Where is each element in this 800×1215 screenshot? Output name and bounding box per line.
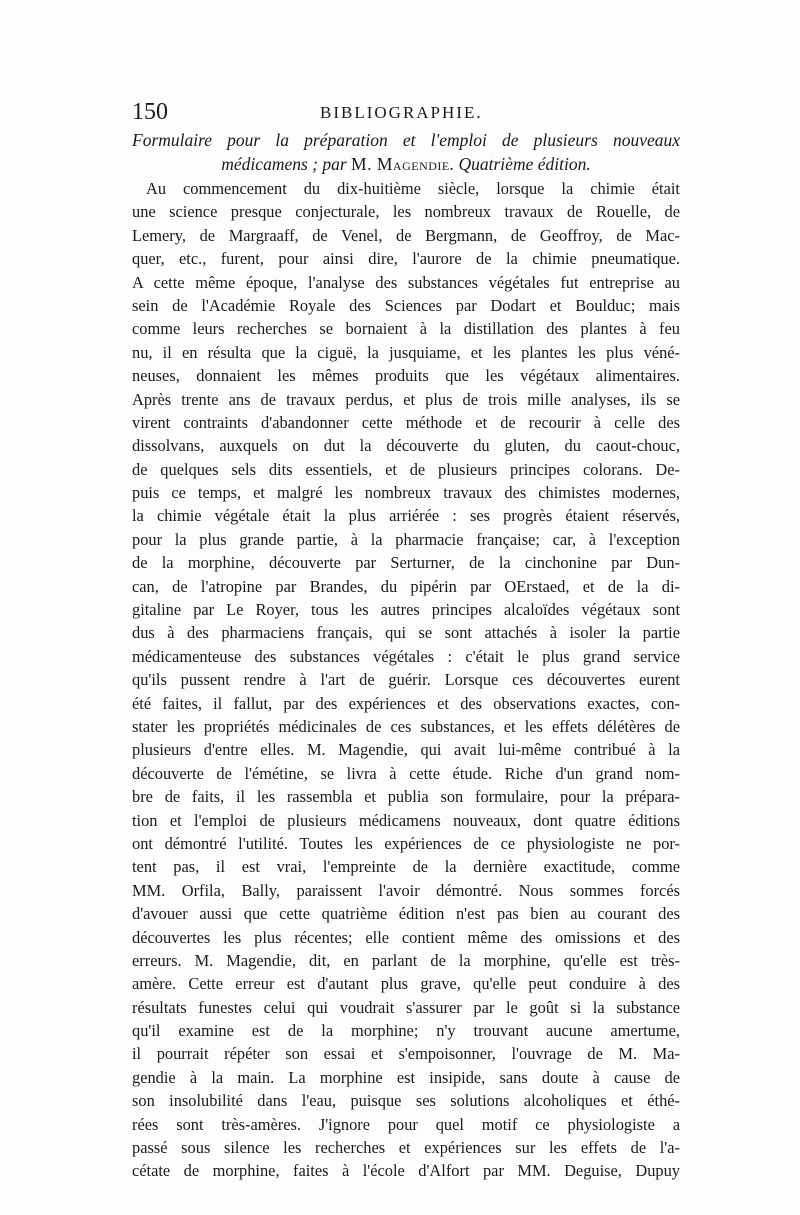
text-line: comme leurs recherches se bornaient à la distillation des plantes à feu [132, 319, 680, 339]
title-line-1: Formulaire pour la préparation et l'emploi de plusieurs nouveaux [132, 130, 680, 150]
body-text [132, 177, 680, 1183]
text-line: can, de l'atropine par Brandes, du pipérin par OErstaed, et de la di- [132, 576, 680, 596]
text-line: A cette même époque, l'analyse des substances végétales fut entreprise au [132, 272, 680, 292]
running-head [132, 98, 680, 126]
text-line: nu, il en résulta que la ciguë, la jusquiame, et les plantes les plus véné- [132, 342, 680, 362]
text-line: stater les propriétés médicinales de ces substances, et les effets délétères de [132, 716, 680, 736]
running-title: BIBLIOGRAPHIE. [320, 103, 483, 122]
text-line: amère. Cette erreur est d'autant plus grave, qu'elle peut conduire à des [132, 974, 680, 994]
text-line: gitaline par Le Royer, tous les autres principes alcaloïdes végétaux sont [132, 600, 680, 620]
text-line: été faites, il fallut, par des expériences et des observations exactes, con- [132, 693, 680, 713]
text-line: ont démontré l'utilité. Toutes les expériences de ce physiologiste ne por- [132, 833, 680, 853]
text-line: puis ce temps, et malgré les nombreux travaux des chimistes modernes, [132, 483, 680, 503]
text-line: qu'ils pussent rendre à l'art de guérir. Lorsque ces découvertes eurent [132, 670, 680, 690]
text-line: découvertes les plus récentes; elle contient même des omissions et des [132, 927, 680, 947]
text-line: gendie à la main. La morphine est insipide, sans doute à cause de [132, 1067, 680, 1087]
text-line: dissolvans, auxquels on dut la découverte du gluten, du caout-chouc, [132, 436, 680, 456]
text-line: son insolubilité dans l'eau, puisque ses solutions alcoholiques et éthé- [132, 1091, 680, 1111]
page-number: 150 [132, 99, 168, 125]
text-line: plusieurs d'entre elles. M. Magendie, qui avait lui-même contribué à la [132, 740, 680, 760]
text-line: quer, etc., furent, pour ainsi dire, l'aurore de la chimie pneumatique. [132, 249, 680, 269]
text-line: résultats funestes celui qui voudrait s'assurer par le goût si la substance [132, 997, 680, 1017]
text-line: découverte de l'émétine, se livra à cette étude. Riche d'un grand nom- [132, 763, 680, 783]
text-line: erreurs. M. Magendie, dit, en parlant de la morphine, qu'elle est très- [132, 950, 680, 970]
title-line-2-prefix: médicamens ; par [221, 154, 352, 174]
text-line: MM. Orfila, Bally, paraissent l'avoir démontré. Nous sommes forcés [132, 880, 680, 900]
title-line-2-suffix: . Quatrième édition. [449, 154, 591, 174]
text-line: la chimie végétale était la plus arriérée : ses progrès étaient réservés, [132, 506, 680, 526]
text-line: bre de faits, il les rassembla et publia son formulaire, pour la prépara- [132, 787, 680, 807]
text-line: sein de l'Académie Royale des Sciences par Dodart et Boulduc; mais [132, 295, 680, 315]
text-line: neuses, donnaient les mêmes produits que les végétaux alimentaires. [132, 366, 680, 386]
text-line: d'avouer aussi que cette quatrième édition n'est pas bien au courant des [132, 904, 680, 924]
reviewed-book-title [132, 128, 680, 176]
text-line: tent pas, il est vrai, l'empreinte de la dernière exactitude, comme [132, 857, 680, 877]
text-line: qu'il examine est de la morphine; n'y trouvant aucune amertume, [132, 1021, 680, 1041]
text-line: de la morphine, découverte par Serturner, de la cinchonine par Dun- [132, 553, 680, 573]
text-line: pour la plus grande partie, à la pharmacie française; car, à l'exception [132, 529, 680, 549]
text-line: passé sous silence les recherches et expériences sur les effets de l'a- [132, 1138, 680, 1158]
text-line: une science presque conjecturale, les nombreux travaux de Rouelle, de [132, 202, 680, 222]
text-line: tion et l'emploi de plusieurs médicamens nouveaux, dont quatre éditions [132, 810, 680, 830]
text-line: dus à des pharmaciens français, qui se sont attachés à isoler la partie [132, 623, 680, 643]
text-line: virent contraints d'abandonner cette méthode et de recourir à celle des [132, 412, 680, 432]
title-line-2 [132, 152, 680, 176]
text-line: cétate de morphine, faites à l'école d'Alfort par MM. Deguise, Dupuy [132, 1161, 680, 1181]
text-line: de quelques sels dits essentiels, et de plusieurs principes colorans. De- [132, 459, 680, 479]
text-line: Au commencement du dix-huitième siècle, lorsque la chimie était [146, 179, 680, 198]
text-line: médicamenteuse des substances végétales : c'était le plus grand service [132, 646, 680, 666]
title-author: M. Magendie [351, 154, 450, 174]
text-line: Après trente ans de travaux perdus, et plus de trois mille analyses, ils se [132, 389, 680, 409]
text-line: il pourrait répéter son essai et s'empoisonner, l'ouvrage de M. Ma- [132, 1044, 680, 1064]
text-line: rées sont très-amères. J'ignore pour quel motif ce physiologiste a [132, 1114, 680, 1134]
text-line: Lemery, de Margraaff, de Venel, de Bergmann, de Geoffroy, de Mac- [132, 225, 680, 245]
